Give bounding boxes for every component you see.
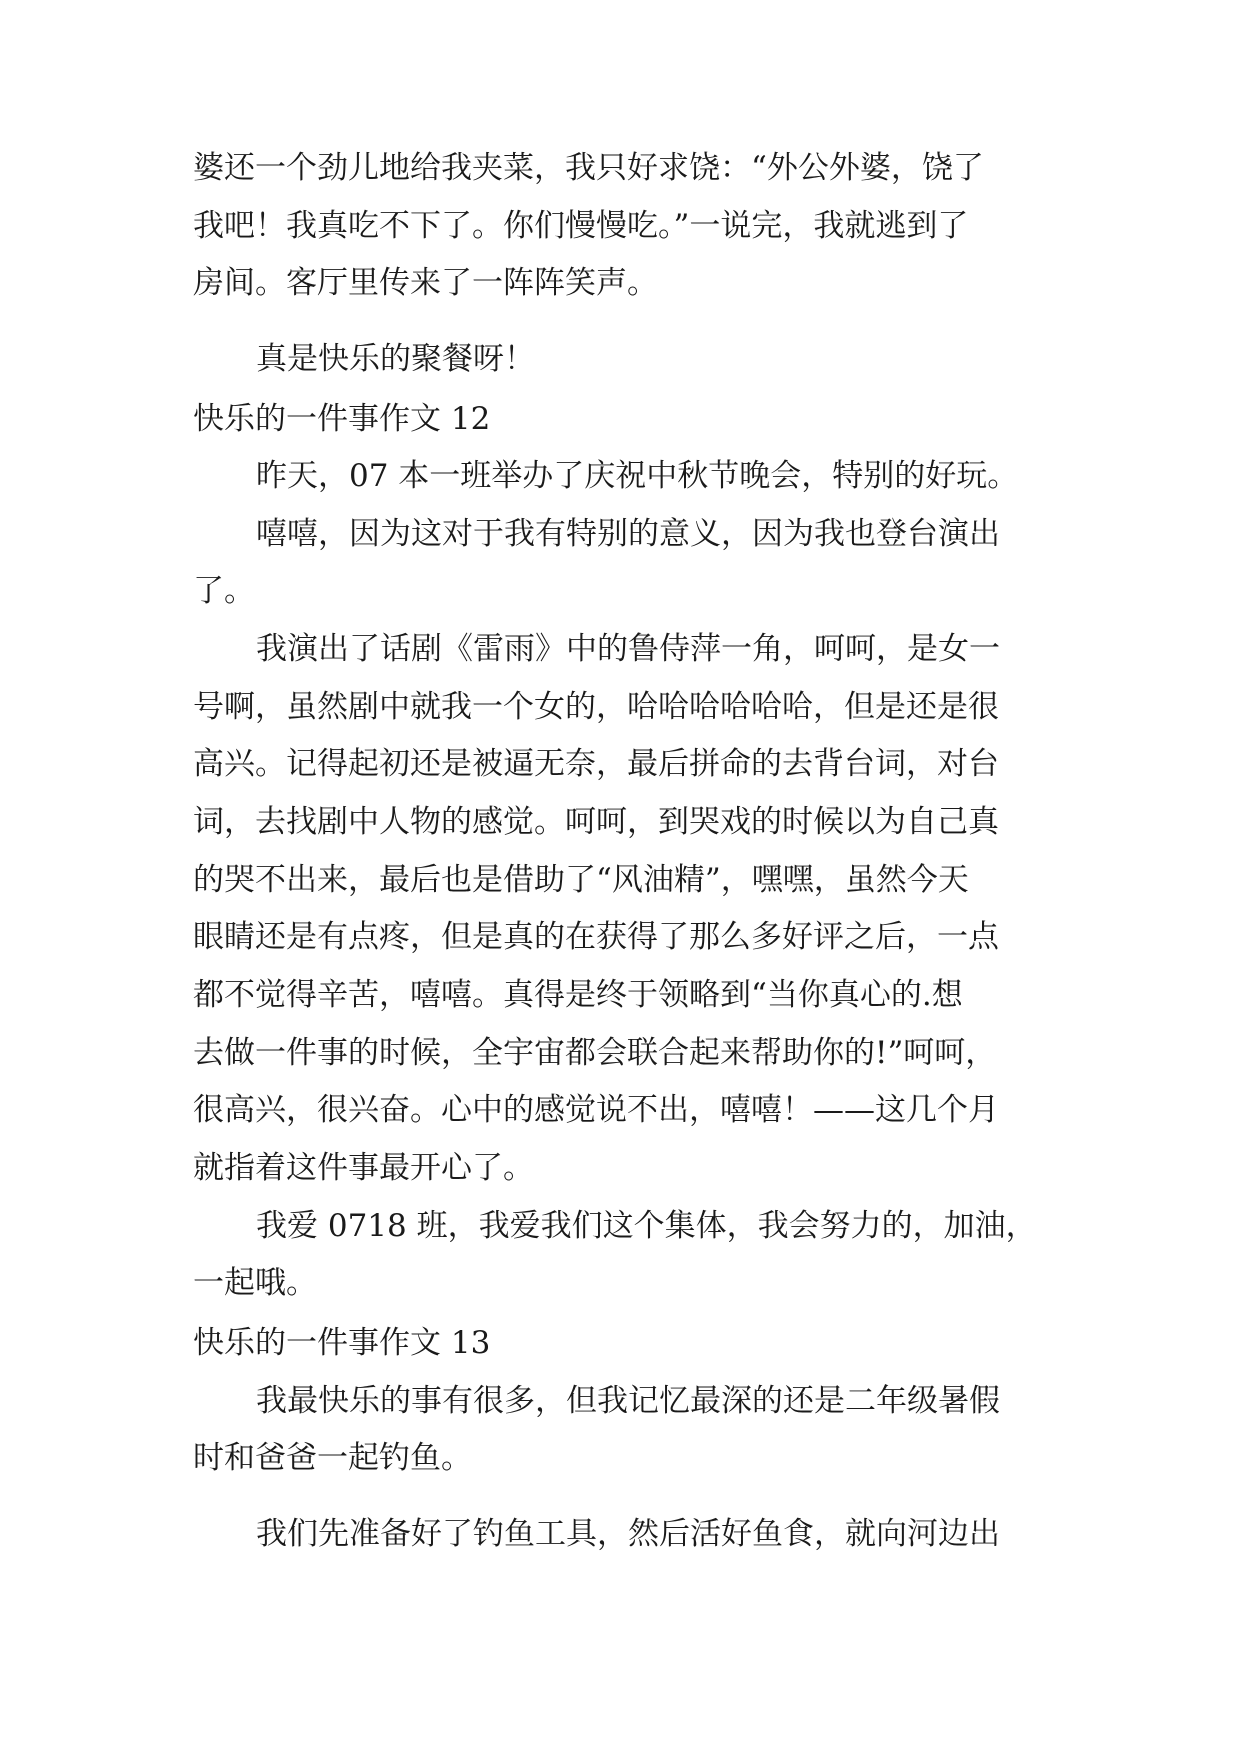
paragraph-line: 真是快乐的聚餐呀！: [256, 341, 535, 377]
section-heading: 快乐的一件事作文 12: [193, 401, 491, 437]
text-line: 就指着这件事最开心了。: [193, 1150, 534, 1186]
text-line: 号啊，虽然剧中就我一个女的，哈哈哈哈哈哈，但是还是很: [193, 689, 999, 725]
text-line: 房间。客厅里传来了一阵阵笑声。: [193, 265, 658, 301]
text-line: 时和爸爸一起钓鱼。: [193, 1440, 472, 1476]
text-line: 一起哦。: [193, 1265, 317, 1301]
paragraph-line: 我爱 0718 班，我爱我们这个集体，我会努力的，加油，: [256, 1208, 1037, 1244]
text-line: 了。: [193, 573, 255, 609]
text-line: 眼睛还是有点疼，但是真的在获得了那么多好评之后，一点: [193, 919, 999, 955]
paragraph-line: 我最快乐的事有很多，但我记忆最深的还是二年级暑假: [256, 1383, 1000, 1419]
text-line: 我吧！我真吃不下了。你们慢慢吃。”一说完，我就逃到了: [193, 208, 969, 244]
text-line: 的哭不出来，最后也是借助了“风油精”，嘿嘿，虽然今天: [193, 862, 969, 898]
text-line: 去做一件事的时候，全宇宙都会联合起来帮助你的!”呵呵，: [193, 1035, 997, 1071]
paragraph-line: 嘻嘻，因为这对于我有特别的意义，因为我也登台演出: [256, 516, 1000, 552]
text-line: 很高兴，很兴奋。心中的感觉说不出，嘻嘻！——这几个月: [193, 1092, 999, 1128]
text-line: 词，去找剧中人物的感觉。呵呵，到哭戏的时候以为自己真: [193, 804, 999, 840]
text-line: 都不觉得辛苦，嘻嘻。真得是终于领略到“当你真心的.想: [193, 977, 963, 1013]
paragraph-line: 我演出了话剧《雷雨》中的鲁侍萍一角，呵呵，是女一: [256, 631, 1000, 667]
paragraph-line: 昨天，07 本一班举办了庆祝中秋节晚会，特别的好玩。: [256, 458, 1019, 494]
section-heading: 快乐的一件事作文 13: [193, 1325, 491, 1361]
text-line: 婆还一个劲儿地给我夹菜，我只好求饶：“外公外婆，饶了: [193, 150, 984, 186]
paragraph-line: 我们先准备好了钓鱼工具，然后活好鱼食，就向河边出: [256, 1516, 1000, 1552]
text-line: 高兴。记得起初还是被逼无奈，最后拼命的去背台词，对台: [193, 746, 999, 782]
